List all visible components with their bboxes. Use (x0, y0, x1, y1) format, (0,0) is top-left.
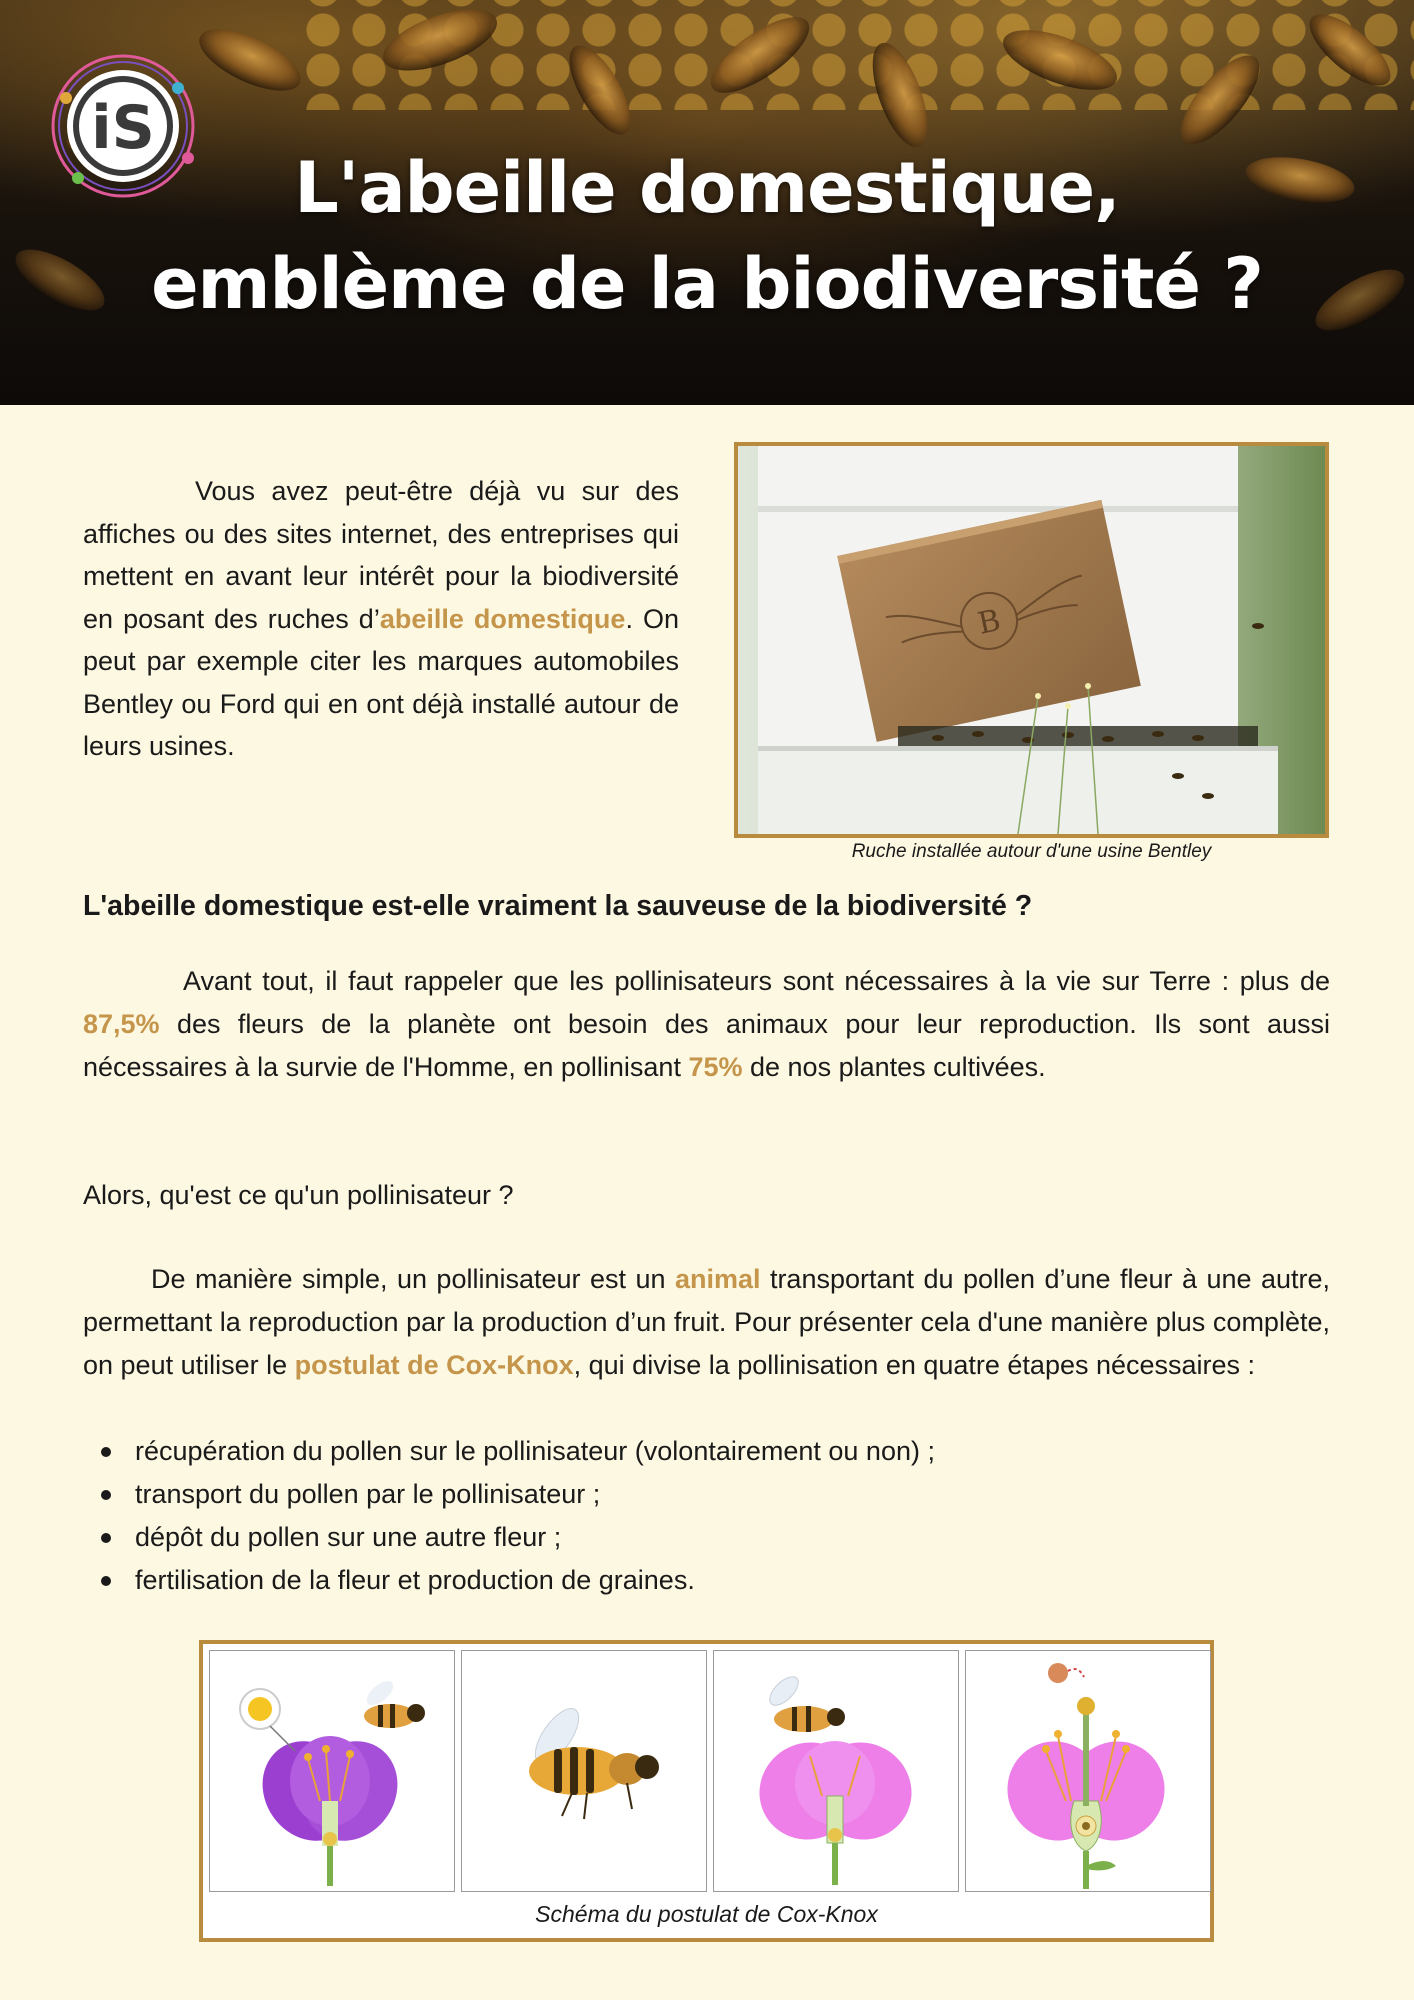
beehive-photo (734, 442, 1329, 838)
para1-text-a: Avant tout, il faut rappeler que les pollinisateurs sont nécessaires à la vie sur Terre : plus de (183, 966, 1330, 996)
cox-knox-schema (199, 1640, 1214, 1942)
logo-text: iS (91, 93, 155, 163)
bee-flying-illustration (462, 1651, 705, 1890)
intro-text-a: Vous avez peut-être déjà vu sur des affiches ou des sites internet, des entreprises qui mettent en avant leur intérêt pour la biodiversité en posant des ruches d’ (83, 476, 679, 634)
schema-panel-fertilization (965, 1650, 1211, 1892)
svg-text:B: B (974, 602, 1004, 642)
intro-paragraph (83, 470, 679, 768)
intro-highlight: abeille domestique (379, 603, 626, 634)
page-title (0, 140, 1414, 332)
para1-text-b: des fleurs de la planète ont besoin des animaux pour leur reproduction. Ils sont aussi nécessaires à la survie de l'Homme, en pollinisant (83, 1009, 1330, 1082)
para3-text-c: , qui divise la pollinisation en quatre étapes nécessaires : (573, 1350, 1256, 1380)
intro-text-b: . On peut par exemple citer les marques automobiles Bentley ou Ford qui en ont déjà installé autour de leurs usines. (83, 603, 679, 761)
para1-text-c: de nos plantes cultivées. (742, 1052, 1046, 1082)
stat-flowers: 87,5% (83, 1009, 160, 1039)
highlight-cox-knox: postulat de Cox-Knox (294, 1350, 574, 1380)
flower-fertilization-illustration (966, 1651, 1209, 1890)
photo-caption: Ruche installée autour d'une usine Bentley (851, 841, 1212, 862)
schema-panel-transport (461, 1650, 707, 1892)
flower-bee-pickup-illustration (210, 1651, 453, 1890)
section-title: L'abeille domestique est-elle vraiment la sauveuse de la biodiversité ? (83, 890, 1033, 922)
beehive-illustration (738, 446, 1325, 834)
paragraph-question: Alors, qu'est ce qu'un pollinisateur ? (83, 1180, 514, 1210)
list-item: dépôt du pollen sur une autre fleur ; (83, 1516, 1330, 1559)
stat-crops: 75% (688, 1052, 743, 1082)
flower-bee-deposit-illustration (714, 1651, 957, 1890)
list-item: fertilisation de la fleur et production de graines. (83, 1559, 1330, 1602)
title-line-2: emblème de la biodiversité ? (151, 243, 1263, 325)
paragraph-definition (83, 1258, 1330, 1387)
para3-text-a: De manière simple, un pollinisateur est un (151, 1264, 675, 1294)
list-item: transport du pollen par le pollinisateur ; (83, 1473, 1330, 1516)
highlight-animal: animal (674, 1264, 761, 1294)
schema-panel-deposit (713, 1650, 959, 1892)
para3-text-b: transportant du pollen d’une fleur à une autre, permettant la reproduction par la production d’un fruit. Pour présenter cela d'une manière plus complète, on peut utiliser le (83, 1264, 1330, 1380)
schema-caption: Schéma du postulat de Cox-Knox (535, 1901, 878, 1927)
schema-panel-pickup (209, 1650, 455, 1892)
pollination-steps-list (83, 1430, 1330, 1602)
header-banner (0, 0, 1414, 405)
paragraph-pollinators (83, 960, 1330, 1089)
list-item: récupération du pollen sur le pollinisateur (volontairement ou non) ; (83, 1430, 1330, 1473)
title-line-1: L'abeille domestique, (294, 147, 1120, 229)
